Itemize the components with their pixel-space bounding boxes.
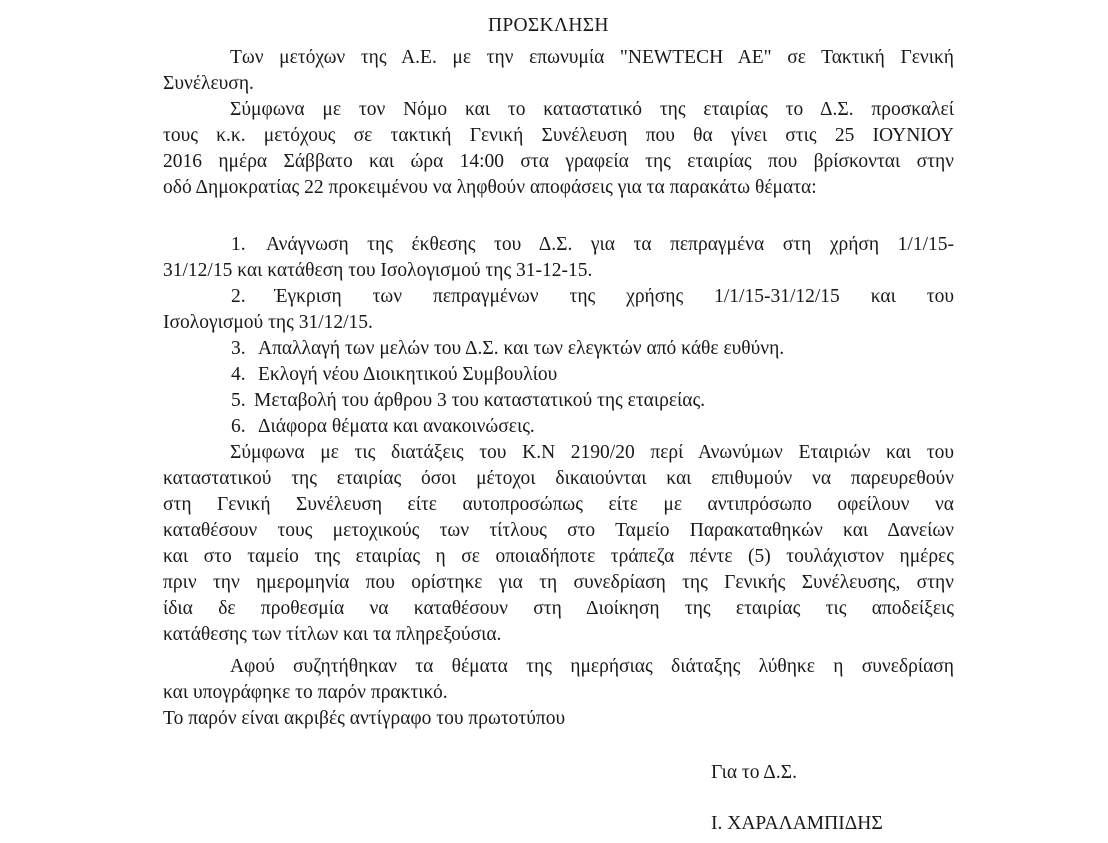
agenda-number: 4. [231,364,246,385]
agenda-item-text: Ανάγνωση της έκθεσης του Δ.Σ. για τα πεπραγμένα στη χρήση 1/1/15- [266,234,954,255]
agenda-number: 5. [231,390,246,411]
agenda-item-text: Διάφορα θέματα και ανακοινώσεις. [258,416,535,437]
deposit-line: ίδια δε προθεσμία να καταθέσουν στη Διοίκηση της εταιρίας τις αποδείξεις [163,598,954,619]
agenda-item-text: Έγκριση των πεπραγμένων της χρήσης 1/1/15-31/12/15 και του [274,286,954,307]
deposit-line: και στο ταμείο της εταιρίας η σε οποιαδήποτε τράπεζα πέντε (5) τουλάχιστον ημέρες [163,546,954,567]
closing-line: και υπογράφηκε το παρόν πρακτικό. [163,682,448,703]
signature-name: Ι. ΧΑΡΑΛΑΜΠΙΔΗΣ [711,813,883,834]
agenda-number: 3. [231,338,246,359]
invitation-line: 2016 ημέρα Σάββατο και ώρα 14:00 στα γραφεία της εταιρίας που βρίσκονται στην [163,151,954,172]
agenda-item-text: Απαλλαγή των μελών του Δ.Σ. και των ελεγκτών από κάθε ευθύνη. [258,338,785,359]
deposit-line: Σύμφωνα με τις διατάξεις του Κ.Ν 2190/20 περί Ανωνύμων Εταιριών και του [230,442,954,463]
deposit-line: στη Γενική Συνέλευση είτε αυτοπροσώπως είτε με αντιπρόσωπο οφείλουν να [163,494,954,515]
document-title: ΠΡΟΣΚΛΗΣΗ [488,15,609,36]
agenda-item-text: 31/12/15 και κατάθεση του Ισολογισμού της 31-12-15. [163,260,593,281]
agenda-item-text: Εκλογή νέου Διοικητικού Συμβουλίου [258,364,558,385]
agenda-item-text: Μεταβολή του άρθρου 3 του καταστατικού της εταιρείας. [254,390,706,411]
agenda-item-text: Ισολογισμού της 31/12/15. [163,312,373,333]
closing-line: Αφού συζητήθηκαν τα θέματα της ημερήσιας διάταξης λύθηκε η συνεδρίαση [230,656,954,677]
invitation-line: Σύμφωνα με τον Νόμο και το καταστατικό της εταιρίας το Δ.Σ. προσκαλεί [230,99,954,120]
agenda-number: 6. [231,416,246,437]
agenda-number: 2. [231,286,246,307]
deposit-line: πριν την ημερομηνία που ορίστηκε για τη συνεδρίαση της Γενικής Συνέλευσης, στην [163,572,954,593]
deposit-line: καταθέσουν τους μετοχικούς των τίτλους στο Ταμείο Παρακαταθηκών και Δανείων [163,520,954,541]
intro-line: Των μετόχων της Α.Ε. με την επωνυμία "NEWTECH AE" σε Τακτική Γενική [230,47,954,68]
deposit-line: κατάθεσης των τίτλων και τα πληρεξούσια. [163,624,502,645]
signature-for-label: Για το Δ.Σ. [711,762,797,783]
invitation-line: τους κ.κ. μετόχους σε τακτική Γενική Συνέλευση που θα γίνει στις 25 ΙΟΥΝΙΟΥ [163,125,954,146]
intro-line: Συνέλευση. [163,73,254,94]
invitation-line: οδό Δημοκρατίας 22 προκειμένου να ληφθούν αποφάσεις για τα παρακάτω θέματα: [163,177,817,198]
copy-note: Το παρόν είναι ακριβές αντίγραφο του πρωτοτύπου [163,708,566,729]
deposit-line: καταστατικού της εταιρίας όσοι μέτοχοι δικαιούνται και επιθυμούν να παρευρεθούν [163,468,954,489]
agenda-number: 1. [231,234,246,255]
